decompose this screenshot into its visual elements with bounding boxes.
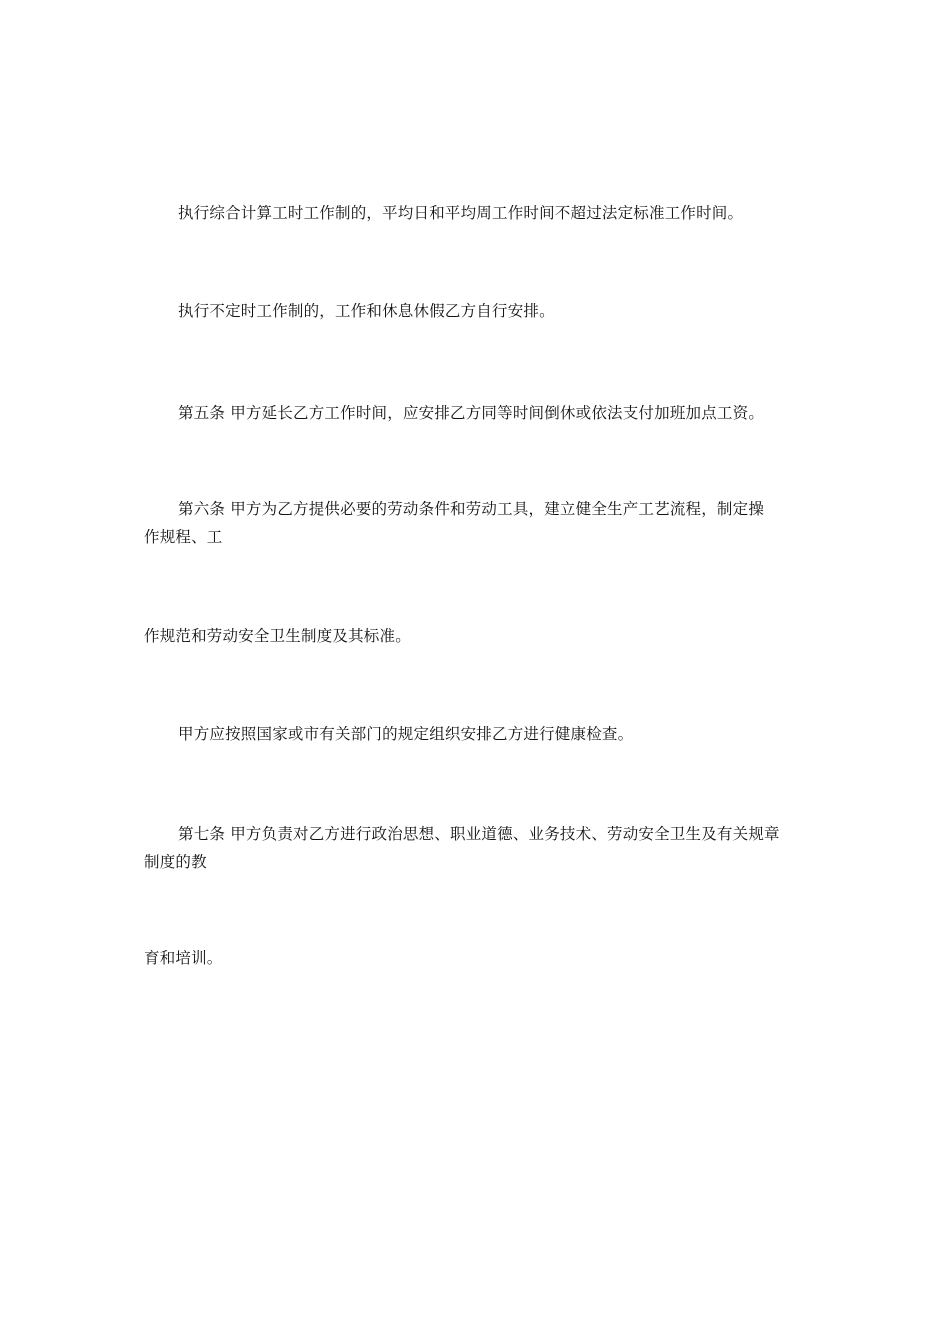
article-6-continuation-line: 作规程、工 (144, 528, 223, 546)
article-6-continuation-line: 作规范和劳动安全卫生制度及其标准。 (144, 627, 411, 645)
article-6-line: 第六条 甲方为乙方提供必要的劳动条件和劳动工具，建立健全生产工艺流程，制定操 (178, 500, 765, 518)
article-7-continuation-line: 制度的教 (144, 853, 207, 871)
article-7-continuation-line: 育和培训。 (144, 949, 223, 967)
paragraph-line: 执行综合计算工时工作制的，平均日和平均周工作时间不超过法定标准工作时间。 (178, 204, 744, 222)
paragraph-line: 执行不定时工作制的，工作和休息休假乙方自行安排。 (178, 302, 555, 320)
health-check-line: 甲方应按照国家或市有关部门的规定组织安排乙方进行健康检查。 (178, 725, 634, 743)
article-7-line: 第七条 甲方负责对乙方进行政治思想、职业道德、业务技术、劳动安全卫生及有关规章 (178, 825, 780, 843)
article-5-line: 第五条 甲方延长乙方工作时间，应安排乙方同等时间倒休或依法支付加班加点工资。 (178, 404, 765, 422)
